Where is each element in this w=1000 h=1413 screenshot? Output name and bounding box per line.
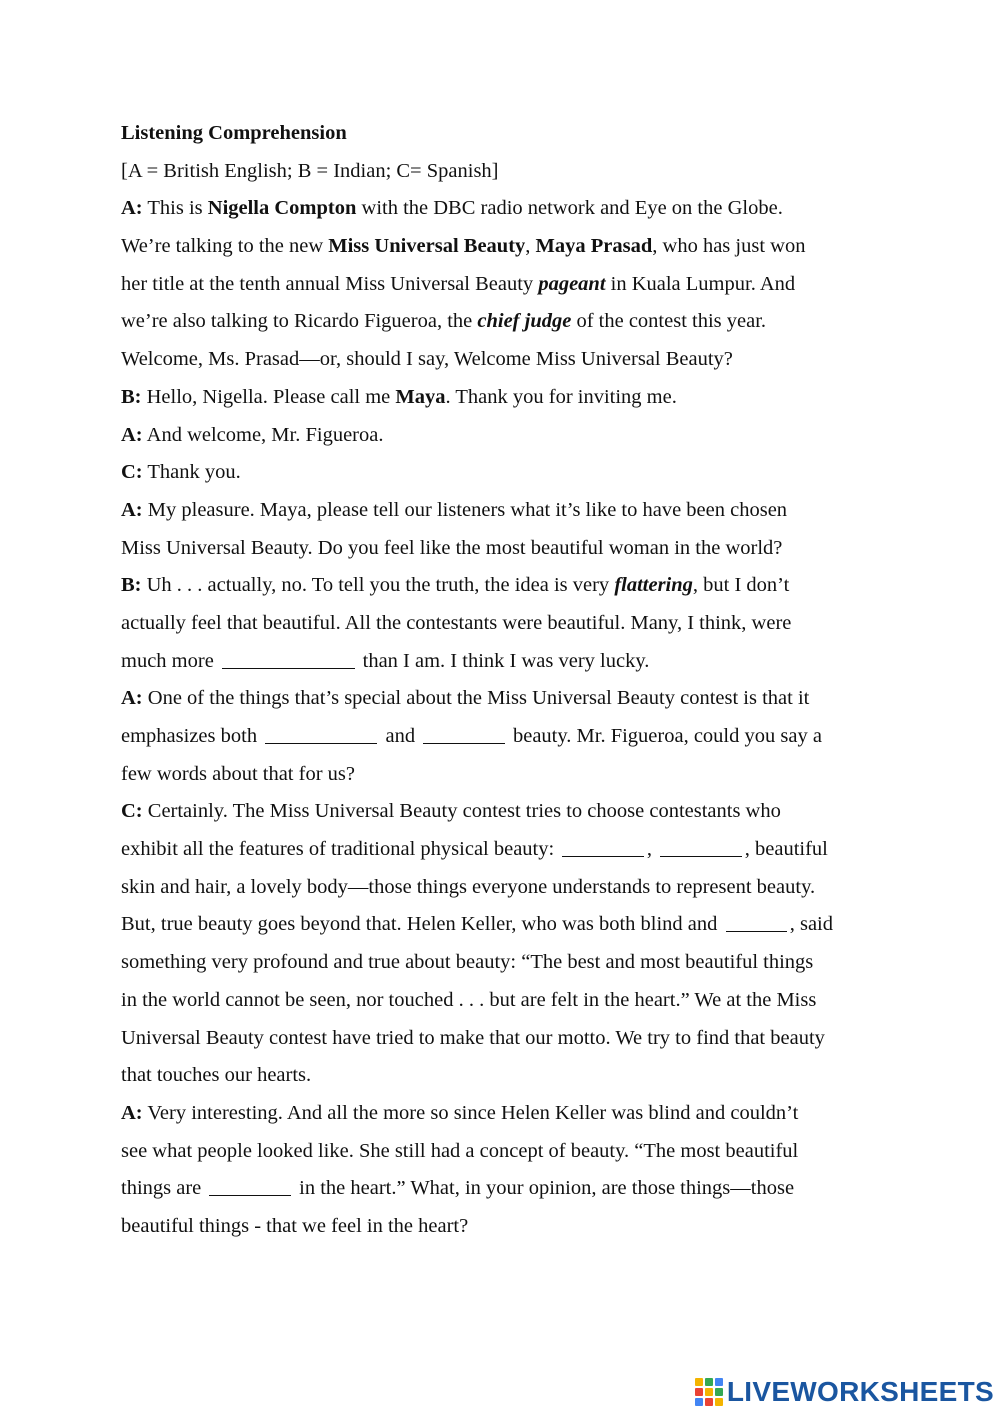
line-text: , said	[789, 913, 833, 936]
speaker-key: [A = British English; B = Indian; C= Spanish]	[121, 159, 499, 182]
logo-square	[715, 1378, 723, 1386]
vocabulary-term: pageant	[538, 272, 606, 295]
liveworksheets-logo	[695, 1373, 994, 1411]
line-text: much more	[121, 649, 219, 672]
transcript-line	[121, 793, 881, 831]
line-text: emphasizes both	[121, 725, 263, 747]
transcript-line	[121, 567, 881, 605]
transcript-line	[121, 1170, 881, 1208]
transcript-line	[121, 756, 881, 794]
speaker-label: A:	[121, 687, 143, 710]
line-text: Very interesting. And all the more so since Helen Keller was blind and couldn’t	[142, 1101, 799, 1124]
transcript-line	[121, 379, 881, 417]
transcript-line	[121, 1095, 881, 1133]
speaker-label: A:	[121, 423, 143, 446]
logo-square	[715, 1388, 723, 1396]
vocabulary-term: chief judge	[477, 310, 572, 333]
line-text: , but I don’t	[692, 574, 790, 597]
transcript-line	[121, 1020, 881, 1058]
line-text: ,	[646, 838, 658, 861]
liveworksheets-logo-icon	[695, 1378, 723, 1406]
bold-text: Nigella Compton	[207, 197, 357, 220]
transcript-line	[121, 228, 881, 266]
line-text: something very profound and true about beauty: “The best and most beautiful things	[121, 951, 814, 974]
speaker-label: C:	[121, 461, 143, 484]
transcript-line	[121, 492, 881, 530]
transcript-line	[121, 266, 881, 304]
transcript-line	[121, 831, 881, 869]
transcript-line	[121, 680, 881, 718]
speaker-label: A:	[121, 498, 143, 521]
bold-text: Maya Prasad	[535, 235, 653, 258]
speaker-label: A:	[121, 1101, 143, 1124]
line-text: Uh . . . actually, no. To tell you the truth, the idea is very	[141, 574, 615, 597]
line-text: than I am. I think I was very lucky.	[357, 649, 650, 672]
line-text: we’re also talking to Ricardo Figueroa, the	[121, 310, 478, 333]
line-text: skin and hair, a lovely body—those things everyone understands to represent beauty.	[121, 875, 816, 898]
line-text: with the DBC radio network and Eye on the Globe.	[356, 197, 783, 220]
line-text: see what people looked like. She still had a concept of beauty. “The most beautiful	[121, 1139, 799, 1162]
line-text: exhibit all the features of traditional physical beauty:	[121, 838, 560, 861]
logo-square	[705, 1388, 713, 1396]
dialogue-transcript	[121, 190, 881, 1245]
document-title: Listening Comprehension	[121, 122, 347, 144]
vocabulary-term: flattering	[614, 574, 693, 597]
line-text: that touches our hearts.	[121, 1064, 312, 1087]
transcript-line	[121, 982, 881, 1020]
answer-blank[interactable]	[265, 725, 377, 744]
line-text: in Kuala Lumpur. And	[605, 272, 796, 295]
line-text: actually feel that beautiful. All the contestants were beautiful. Many, I think, were	[121, 611, 792, 634]
line-text: And welcome, Mr. Figueroa.	[142, 423, 384, 446]
bold-text: Maya	[395, 385, 446, 408]
bold-text: Miss Universal Beauty	[328, 235, 526, 258]
logo-square	[695, 1398, 703, 1406]
answer-blank[interactable]	[222, 650, 355, 669]
logo-square	[715, 1398, 723, 1406]
logo-square	[695, 1378, 703, 1386]
transcript-line	[121, 303, 881, 341]
transcript-line	[121, 530, 881, 568]
line-text: ,	[525, 235, 536, 258]
answer-blank[interactable]	[726, 913, 787, 932]
line-text: of the contest this year.	[571, 310, 767, 333]
line-text: Miss Universal Beauty. Do you feel like the most beautiful woman in the world?	[121, 536, 783, 559]
line-text: But, true beauty goes beyond that. Helen Keller, who was both blind and	[121, 913, 723, 936]
line-text: Certainly. The Miss Universal Beauty contest tries to choose contestants who	[142, 800, 781, 823]
line-text: , who has just won	[652, 235, 806, 258]
line-text: things are	[121, 1177, 207, 1200]
answer-blank[interactable]	[209, 1177, 291, 1196]
transcript-line	[121, 1208, 881, 1246]
transcript-line	[121, 1133, 881, 1171]
line-text: her title at the tenth annual Miss Universal Beauty	[121, 272, 539, 295]
speaker-label: C:	[121, 800, 143, 823]
logo-square	[705, 1398, 713, 1406]
transcript-line	[121, 906, 881, 944]
transcript-line	[121, 944, 881, 982]
transcript-line	[121, 718, 881, 756]
document-body	[121, 115, 881, 1246]
line-text: in the world cannot be seen, nor touched . . . but are felt in the heart.” We at the Miss	[121, 988, 817, 1011]
line-text: . Thank you for inviting me.	[445, 385, 677, 408]
line-text: , beautiful	[744, 838, 828, 861]
logo-text: LIVEWORKSHEETS	[726, 1376, 994, 1407]
logo-square	[705, 1378, 713, 1386]
speaker-label: A:	[121, 197, 143, 220]
line-text: and	[380, 725, 421, 747]
transcript-line	[121, 643, 881, 681]
line-text: beautiful things - that we feel in the heart?	[121, 1214, 469, 1237]
transcript-line	[121, 190, 881, 228]
transcript-line	[121, 454, 881, 492]
logo-square	[695, 1388, 703, 1396]
speaker-label: B:	[121, 574, 142, 597]
answer-blank[interactable]	[423, 725, 505, 744]
transcript-line	[121, 605, 881, 643]
line-text: few words about that for us?	[121, 762, 355, 785]
line-text: One of the things that’s special about the Miss Universal Beauty contest is that it	[142, 687, 810, 710]
transcript-line	[121, 341, 881, 379]
answer-blank[interactable]	[562, 838, 644, 857]
line-text: Hello, Nigella. Please call me	[141, 385, 396, 408]
transcript-line	[121, 417, 881, 455]
line-text: Universal Beauty contest have tried to make that our motto. We try to find that beauty	[121, 1026, 825, 1049]
answer-blank[interactable]	[660, 838, 742, 857]
line-text: My pleasure. Maya, please tell our listeners what it’s like to have been chosen	[142, 498, 788, 521]
transcript-line	[121, 1057, 881, 1095]
line-text: Thank you.	[142, 461, 241, 484]
speaker-label: B:	[121, 385, 142, 408]
line-text: This is	[142, 197, 208, 220]
line-text: beauty. Mr. Figueroa, could you say a	[507, 725, 822, 747]
line-text: Welcome, Ms. Prasad—or, should I say, Welcome Miss Universal Beauty?	[121, 348, 733, 371]
transcript-line	[121, 869, 881, 907]
line-text: We’re talking to the new	[121, 235, 329, 258]
line-text: in the heart.” What, in your opinion, are those things—those	[294, 1177, 795, 1200]
